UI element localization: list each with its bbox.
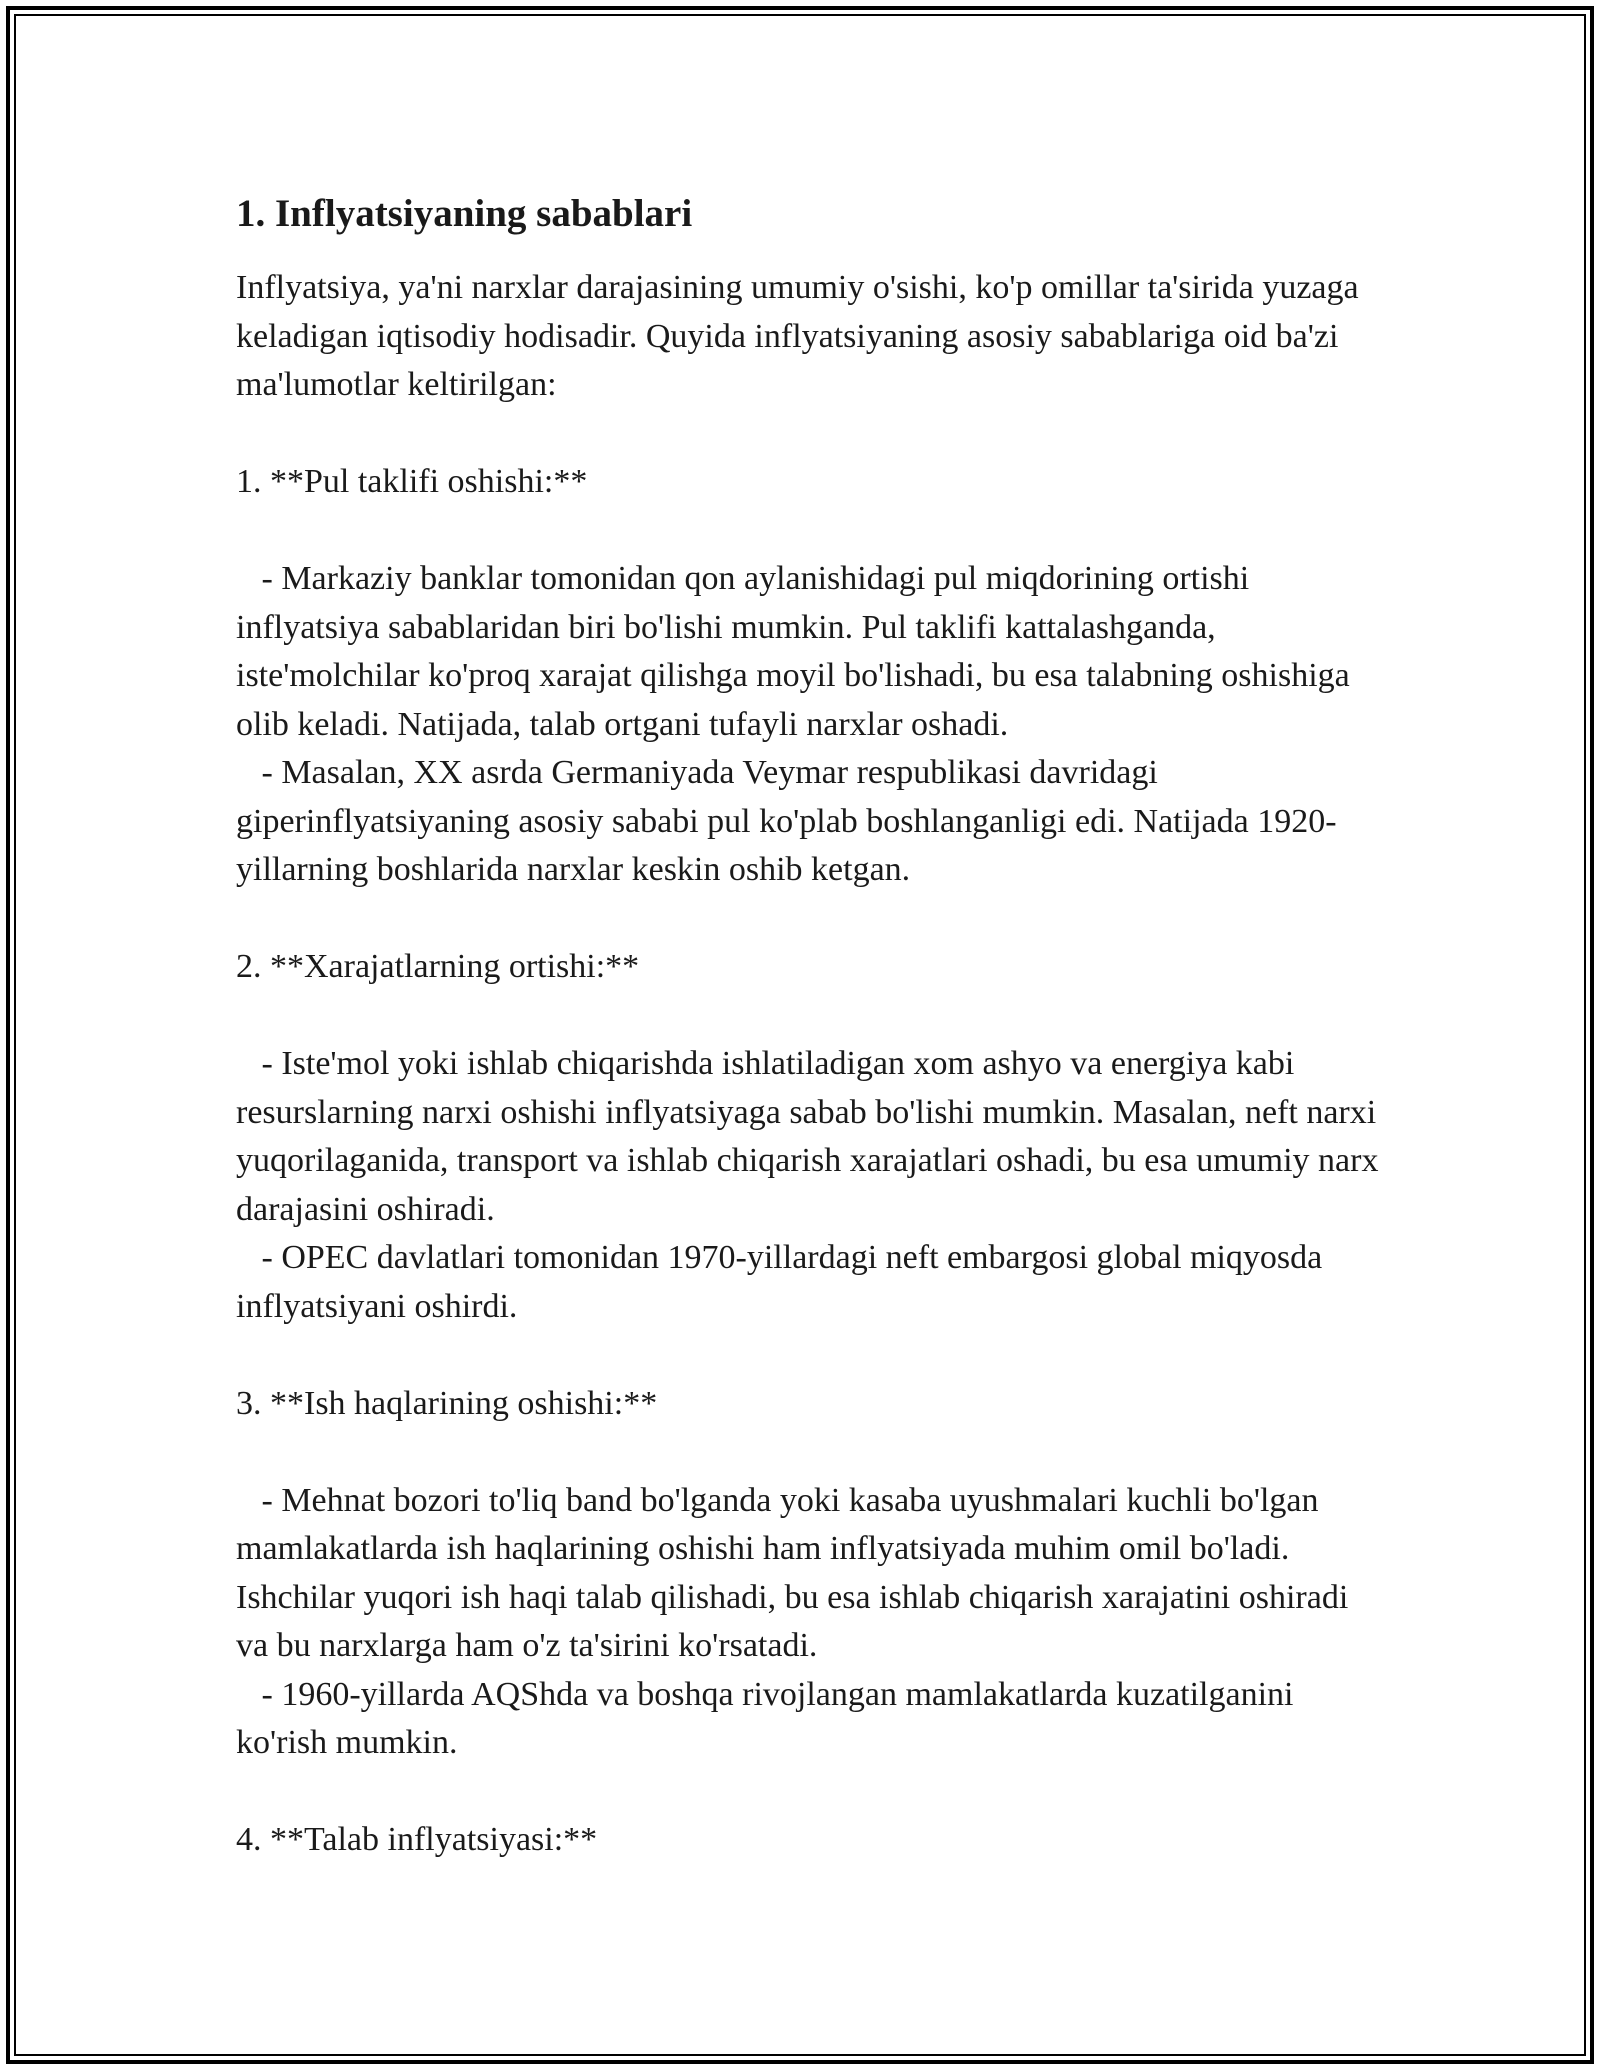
bullet-item bbox=[236, 1477, 1386, 1671]
section-title: 1. **Pul taklifi oshishi:** bbox=[236, 463, 588, 500]
bullet-text: - Markaziy banklar tomonidan qon aylanishidagi pul miqdorining ortishi inflyatsiya sabablaridan biri bo'lishi mumkin. Pul taklifi kattalashganda, iste'molchilar ko'proq xarajat qilishga moyil bo'lishadi, bu esa talabning oshishiga olib keladi. Natijada, talab ortgani tufayli narxlar oshadi. bbox=[236, 560, 1350, 743]
document-body bbox=[236, 186, 1386, 1865]
section-title: 4. **Talab inflyatsiyasi:** bbox=[236, 1821, 598, 1858]
spacer bbox=[236, 895, 1386, 944]
document-heading: 1. Inflyatsiyaning sabablari bbox=[236, 192, 693, 235]
bullet-item bbox=[236, 1234, 1386, 1331]
bullet-text: - Iste'mol yoki ishlab chiqarishda ishlatiladigan xom ashyo va energiya kabi resurslarning narxi oshishi inflyatsiyaga sabab bo'lishi mumkin. Masalan, neft narxi yuqorilaganida, transport va ishlab chiqarish xarajatlari oshadi, bu esa umumiy narx darajasini oshiradi. bbox=[236, 1045, 1379, 1228]
spacer bbox=[236, 1331, 1386, 1380]
intro-paragraph: Inflyatsiya, ya'ni narxlar darajasining umumiy o'sishi, ko'p omillar ta'sirida yuzaga keladigan iqtisodiy hodisadir. Quyida inflyatsiyaning asosiy sabablariga oid ba'zi ma'lumotlar keltirilgan: bbox=[236, 269, 1359, 403]
spacer bbox=[236, 410, 1386, 459]
bullet-text: - 1960-yillarda AQShda va boshqa rivojlangan mamlakatlarda kuzatilganini ko'rish mumkin. bbox=[236, 1675, 1294, 1761]
spacer bbox=[236, 992, 1386, 1041]
bullet-item bbox=[236, 1040, 1386, 1234]
bullet-text: - OPEC davlatlari tomonidan 1970-yillardagi neft embargosi global miqyosda inflyatsiyani oshirdi. bbox=[236, 1239, 1323, 1325]
spacer bbox=[236, 1428, 1386, 1477]
spacer bbox=[236, 1768, 1386, 1817]
bullet-text: - Masalan, XX asrda Germaniyada Veymar respublikasi davridagi giperinflyatsiyaning asosiy sababi pul ko'plab boshlanganligi edi. Natijada 1920-yillarning boshlarida narxlar keskin oshib ketgan. bbox=[236, 754, 1337, 888]
bullet-item bbox=[236, 749, 1386, 895]
section-title: 3. **Ish haqlarining oshishi:** bbox=[236, 1384, 658, 1422]
spacer bbox=[236, 507, 1386, 556]
bullet-item bbox=[236, 555, 1386, 749]
bullet-text: - Mehnat bozori to'liq band bo'lganda yoki kasaba uyushmalari kuchli bo'lgan mamlakatlarda ish haqlarining oshishi ham inflyatsiyada muhim omil bo'ladi. Ishchilar yuqori ish haqi talab qilishadi, bu esa ishlab chiqarish xarajatini oshiradi va bu narxlarga ham o'z ta'sirini ko'rsatadi. bbox=[236, 1481, 1349, 1664]
section-title: 2. **Xarajatlarning ortishi:** bbox=[236, 948, 640, 985]
bullet-item bbox=[236, 1671, 1386, 1768]
